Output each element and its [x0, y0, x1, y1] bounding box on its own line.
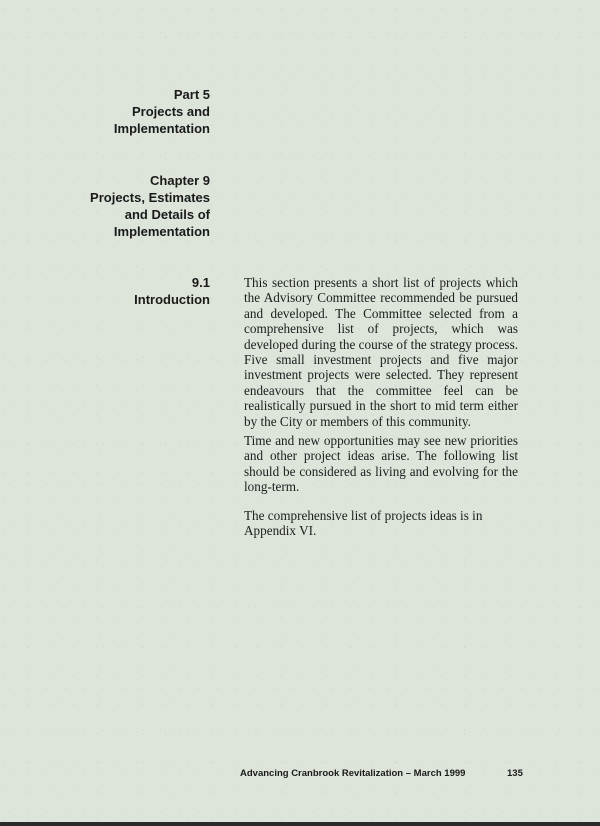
part-title-line-1: Projects and [131, 104, 210, 119]
chapter-title-line-1: Projects, Estimates [90, 190, 210, 205]
footer-page-number: 135 [507, 768, 523, 779]
chapter-title-line-3: Implementation [113, 224, 210, 239]
part-title-line-2: Implementation [113, 121, 210, 136]
body-paragraph: The comprehensive list of projects ideas is in Appendix VI. [244, 508, 483, 539]
section-heading [134, 274, 210, 308]
chapter-number: Chapter 9 [150, 173, 210, 188]
part-number: Part 5 [173, 87, 210, 102]
chapter-title-line-2: and Details of [124, 207, 210, 222]
section-number: 9.1 [191, 275, 210, 290]
body-paragraph: Time and new opportunities may see new priorities and other project ideas arise. The following list should be considered as living and evolving for the long-term. [244, 433, 518, 495]
part-heading [114, 86, 210, 137]
page-bottom-edge [0, 822, 600, 826]
footer-document-title: Advancing Cranbrook Revitalization – March 1999 [240, 768, 466, 779]
body-paragraph: This section presents a short list of projects which the Advisory Committee recommended be pursued and developed. The Committee selected from a comprehensive list of projects, which was developed during the course of the strategy process. Five small investment projects and five major investment projects were selected. They represent endeavours that the committee feel can be realistically pursued in the short to mid term either by the City or members of this community. [244, 275, 518, 429]
chapter-heading [90, 172, 210, 240]
section-title: Introduction [134, 292, 210, 307]
